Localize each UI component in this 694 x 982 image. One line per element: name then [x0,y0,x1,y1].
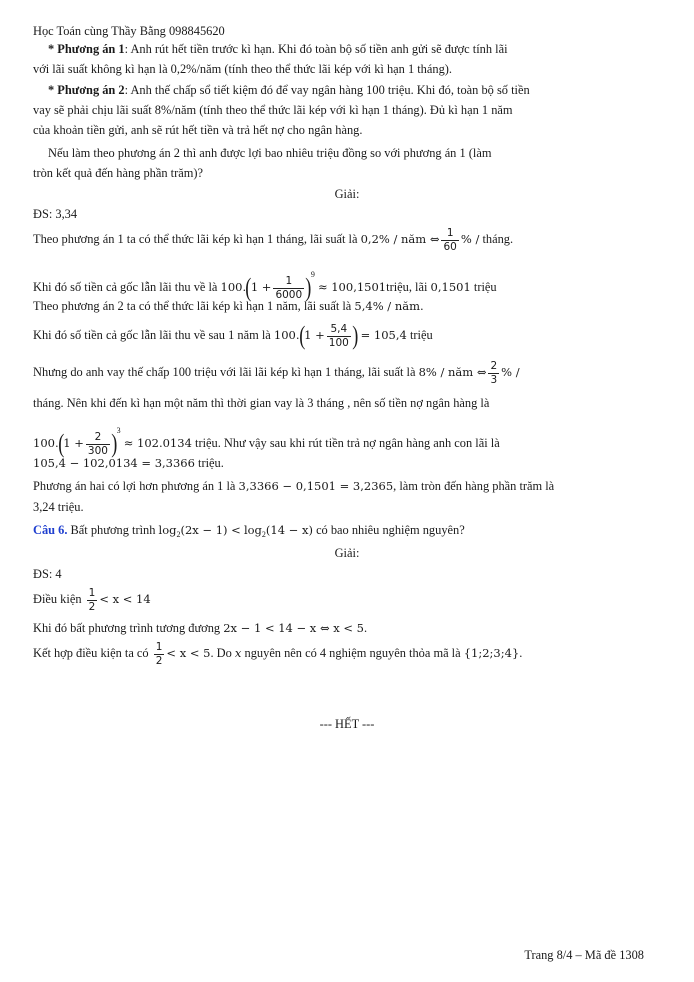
fraction [154,641,165,668]
sol1-line5 [33,357,520,387]
denominator: 2 [155,654,163,667]
log-base-1: 2 [176,530,181,539]
left-paren: ( [245,273,252,303]
sol1-l3-math: 5,4% / năm. [354,299,424,313]
sol1-l8-math: 105,4 − 102,0134 = 3,3366 [33,456,195,470]
log-2: log [243,523,262,537]
log-base-2: 2 [261,530,266,539]
variable-x: x [234,646,242,660]
sol1-line2 [33,260,497,303]
header-text: Học Toán cùng Thầy Bằng 098845620 [33,24,225,38]
sol1-l2-end: triệu, lãi [386,280,428,294]
sol1-l2-end2: triệu [473,280,497,294]
sol1-l2-text: Khi đó số tiền cả gốc lẫn lãi thu về là [33,280,218,294]
one-plus: 1 + [250,280,272,294]
end-mark: --- HẾT --- [319,717,375,731]
sol1-line1 [33,225,513,253]
answer-1: ĐS: 3,34 [33,207,78,221]
sol1-l9-text: Phương án hai có lợi hơn phương án 1 là [33,479,236,493]
right-paren: ) [305,273,312,303]
denominator: 3 [490,373,498,386]
sol1-line6: tháng. Nên khi đến kì hạn một năm thì thời gian vay là 3 tháng , nên số tiền nợ ngân hàng là [33,396,490,410]
sol2-combine [33,638,522,668]
sol1-l2-math-c: 0,1501 [430,280,471,294]
solution-heading: Giải: [334,187,360,201]
sol1-l2-math: 100. [220,280,247,294]
denominator: 100 [328,336,349,349]
fraction [488,360,499,387]
fraction [87,587,98,614]
question-line1: Nếu làm theo phương án 2 thì anh được lợi bao nhiêu triệu đồng so với phương án 1 (làm [48,146,492,160]
sol2-equivalent [33,620,367,636]
sol1-l4-text: Khi đó số tiền cả gốc lẫn lãi thu về sau 1 năm là [33,328,271,342]
question-line2: tròn kết quả đến hàng phần trăm)? [33,166,203,180]
left-paren: ( [298,321,305,351]
numerator: 5,4 [327,323,351,337]
right-paren: ) [352,321,359,351]
option2-line1 [48,82,530,98]
question6-line [33,522,465,543]
sol1-l4-math: 100. [273,328,300,342]
equivalent-math: 2x − 1 < 14 − x ⇔ x < 5 [223,621,364,635]
numerator: 1 [155,640,163,653]
option2-line2: vay sẽ phải chịu lãi suất 8%/năm (tính theo thể thức lãi kép với kì hạn 1 tháng). Đủ kì hạn 1 năm [33,103,513,117]
sol1-l7-math-b: ≈ 102.0134 [123,436,192,450]
option1-line2: với lãi suất không kì hạn là 0,2%/năm (tính theo thể thức lãi kép với kì hạn 1 tháng). [33,62,452,76]
log-arg-2: (14 − x) [265,523,313,537]
option1-label: * Phương án 1 [48,42,125,56]
sol1-l8-end: triệu. [198,456,224,470]
sol1-l7-math: 100. [33,436,59,450]
sol1-l4-math-b: = 105,4 [360,328,407,342]
numerator: 2 [490,359,498,372]
log-1: log [158,523,177,537]
question6-text-a: Bất phương trình [70,523,156,537]
sol1-l2-math-b: ≈ 100,1501 [317,280,387,294]
solution-set: {1;2;3;4} [463,646,520,660]
condition-math: < x < 14 [99,592,151,606]
option2-label: * Phương án 2 [48,83,125,97]
combine-end: nguyên nên có 4 nghiệm nguyên thỏa mã là [244,646,461,660]
solution2-heading: Giải: [334,546,360,560]
combine-math: < x < 5 [166,646,211,660]
equivalent-text: Khi đó bất phương trình tương đương [33,621,221,635]
denominator: 300 [87,444,108,457]
sol1-l4-end: triệu [409,328,433,342]
combine-dot: . [519,646,523,660]
log-arg-1: (2x − 1) < [180,523,241,537]
question6-text-b: có bao nhiêu nghiệm nguyên? [316,523,465,537]
sol1-l1-math-b: % / [460,232,480,246]
combine-text: Kết hợp điều kiện ta có [33,646,149,660]
sol1-l5-text: Nhưng do anh vay thế chấp 100 triệu với lãi lãi kép kì hạn 1 tháng, lãi suất là [33,365,416,379]
sol1-line3 [33,298,424,314]
sol1-l1-text: Theo phương án 1 ta có thể thức lãi kép kì hạn 1 tháng, lãi suất là [33,232,358,246]
fraction [327,323,351,350]
sol1-line8 [33,455,224,471]
one-plus: 1 + [63,436,84,450]
option1-line1 [48,41,508,57]
sol1-line4 [33,320,433,350]
option1-text-a: : Anh rút hết tiền trước kì hạn. Khi đó toàn bộ số tiền anh gửi sẽ được tính lãi [124,42,508,56]
sol1-l1-math: 0,2% / năm ⇔ [360,232,440,246]
exponent: 9 [310,270,315,279]
sol1-line9 [33,478,554,494]
answer-2: ĐS: 4 [33,567,62,581]
combine-mid: . Do [210,646,232,660]
denominator: 60 [443,240,457,253]
sol1-line10: 3,24 triệu. [33,500,84,514]
sol1-line7 [33,416,500,459]
sol1-l3-text: Theo phương án 2 ta có thể thức lãi kép kì hạn 1 năm, lãi suất là [33,299,352,313]
page-footer: Trang 8/4 – Mã đề 1308 [524,948,644,962]
sol2-condition [33,584,151,614]
sol1-l9-end: , làm tròn đến hàng phần trăm là [393,479,555,493]
numerator: 2 [86,431,110,445]
sol1-l5-math-b: % / [501,365,520,379]
condition-text: Điều kiện [33,592,82,606]
numerator: 1 [273,275,304,289]
equivalent-end: . [364,621,368,635]
sol1-l9-math: 3,3366 − 0,1501 = 3,2365 [238,479,394,493]
option2-line3: của khoản tiền gửi, anh sẽ rút hết tiền và trả hết nợ cho ngân hàng. [33,123,363,137]
sol1-l1-end: tháng. [482,232,514,246]
denominator: 6000 [275,288,303,301]
fraction [86,431,110,458]
numerator: 1 [88,586,96,599]
left-paren: ( [57,429,64,459]
sol1-l5-math: 8% / năm ⇔ [418,365,487,379]
option2-text-a: : Anh thế chấp sổ tiết kiệm đó để vay ngân hàng 100 triệu. Khi đó, toàn bộ số tiền [124,83,530,97]
exponent: 3 [116,426,121,435]
denominator: 2 [88,600,96,613]
fraction [441,227,458,254]
right-paren: ) [111,429,118,459]
numerator: 1 [441,227,458,241]
one-plus: 1 + [304,328,325,342]
question6-label: Câu 6. [33,523,68,537]
sol1-l7-end: triệu. Như vậy sau khi rút tiền trả nợ ngân hàng anh con lãi là [195,436,500,450]
